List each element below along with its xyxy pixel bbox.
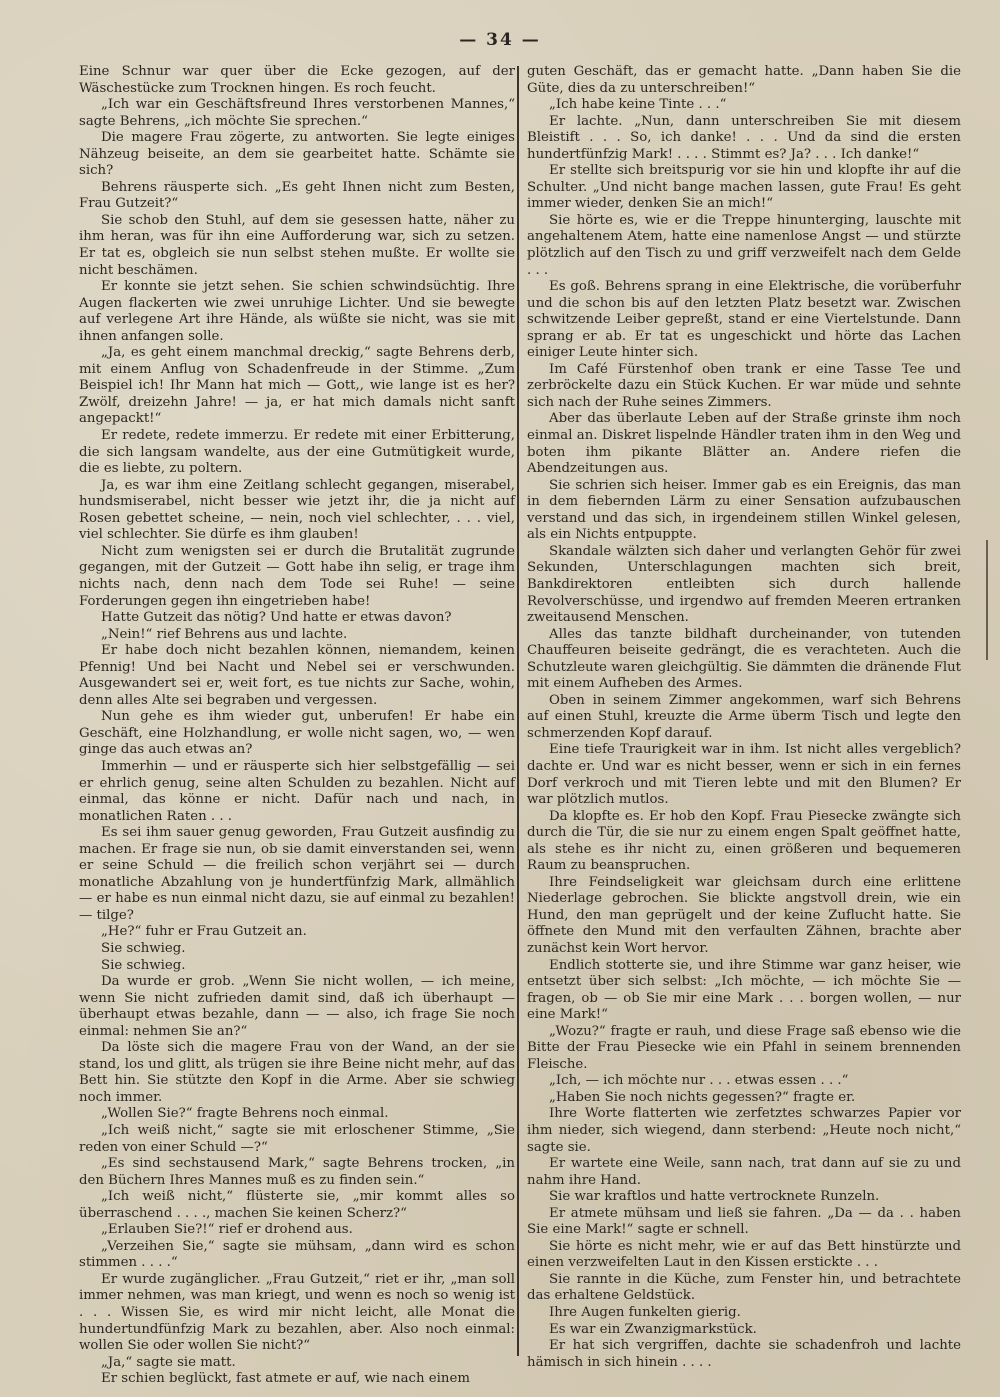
paragraph: Es war ein Zwanzigmarkstück. bbox=[549, 1321, 757, 1337]
paragraph: „Ich weiß nicht,“ flüsterte sie, „mir kommt alles so überraschend . . . ., machen Sie keinen Scherz?“ bbox=[79, 1189, 515, 1221]
paragraph: Er atmete mühsam und ließ sie fahren. „Da — da . . haben Sie eine Mark!“ sagte er schnell. bbox=[527, 1205, 961, 1238]
paragraph: Ja, es war ihm eine Zeitlang schlecht gegangen, miserabel, hundsmiserabel, nicht besser wie jetzt ihr, die ja nicht auf Rosen gebettet scheine, — nein, noch viel schlechter, . . . viel, viel schlechter. Sie dürfe es ihm glauben! bbox=[79, 477, 515, 543]
paragraph: Sie rannte in die Küche, zum Fenster hin, und betrachtete das erhaltene Geldstück. bbox=[527, 1271, 961, 1304]
paragraph: „Ich, — ich möchte nur . . . etwas essen . . .“ bbox=[549, 1073, 849, 1089]
paragraph: Er wurde zugänglicher. „Frau Gutzeit,“ riet er ihr, „man soll immer nehmen, was man kriegt, und wenn es noch so wenig ist . . . Wissen Sie, es wird mir nicht leicht, alle Monat die hundertundfünfzig Mark zu bezahlen, aber. Also noch einmal: wollen Sie oder wollen Sie nicht?“ bbox=[79, 1271, 515, 1354]
paragraph: Immerhin — und er räusperte sich hier selbstgefällig — sei er ehrlich genug, seine alten Schulden zu bezahlen. Nicht auf einmal, das könne er nicht. Dafür nach und nach, in monatlichen Raten . . . bbox=[79, 758, 515, 824]
paragraph: Ihre Feindseligkeit war gleichsam durch eine erlittene Niederlage gebrochen. Sie blickte angstvoll drein, wie ein Hund, den man geprügelt und der keine Zuflucht hatte. Sie öffnete den Mund mit den verfaulten Zähnen, brachte aber zunächst kein Wort hervor. bbox=[527, 874, 961, 956]
paragraph: Er schien beglückt, fast atmete er auf, wie nach einem bbox=[101, 1371, 470, 1387]
edge-mark bbox=[986, 540, 988, 660]
paragraph: Da wurde er grob. „Wenn Sie nicht wollen, — ich meine, wenn Sie nicht zufrieden damit sind, daß ich überhaupt — überhaupt etwas bezahle, dann — — also, ich frage Sie noch einmal: nehmen Sie an?“ bbox=[79, 974, 515, 1039]
paragraph: „Nein!“ rief Behrens aus und lachte. bbox=[101, 626, 348, 642]
paragraph: Nun gehe es ihm wieder gut, unberufen! Er habe ein Geschäft, eine Holzhandlung, er wolle nicht sagen, wo, — wen ginge das auch etwas an? bbox=[79, 709, 515, 758]
paragraph: Sie war kraftlos und hatte vertrocknete Runzeln. bbox=[549, 1189, 880, 1205]
paragraph: „Haben Sie noch nichts gegessen?“ fragte er. bbox=[549, 1089, 856, 1105]
paragraph: Er wartete eine Weile, sann nach, trat dann auf sie zu und nahm ihre Hand. bbox=[527, 1156, 961, 1188]
paragraph: Er stellte sich breitspurig vor sie hin und klopfte ihr auf die Schulter. „Und nicht bange machen lassen, gute Frau! Es geht immer wieder, denken Sie an mich!“ bbox=[527, 163, 961, 212]
right-column bbox=[527, 64, 961, 1374]
paragraph: Die magere Frau zögerte, zu antworten. Sie legte einiges Nähzeug beiseite, an dem sie gearbeitet hatte. Schämte sie sich? bbox=[79, 130, 515, 179]
paragraph: Da klopfte es. Er hob den Kopf. Frau Piesecke zwängte sich durch die Tür, die sie nur zu einem engen Spalt geöffnet hatte, als stehe es ihr nicht zu, einen größeren und bequemeren Raum zu beanspruchen. bbox=[527, 808, 961, 874]
paragraph: Sie hörte es, wie er die Treppe hinunterging, lauschte mit angehaltenem Atem, hatte eine namenlose Angst — und stürzte plötzlich auf den Tisch zu und griff verzweifelt nach dem Gelde . . . bbox=[527, 212, 961, 278]
paragraph: Sie hörte es nicht mehr, wie er auf das Bett hinstürzte und einen verzweifelten Laut in den Kissen erstickte . . . bbox=[527, 1238, 961, 1271]
paragraph: „Ja, es geht einem manchmal dreckig,“ sagte Behrens derb, mit einem Anflug von Schadenfreude in der Stimme. „Zum Beispiel ich! Ihr Mann hat mich — Gott,, wie lange ist es her? Zwölf, dreizehn Jahre! — ja, er hat mich damals nicht sanft angepackt!“ bbox=[79, 345, 515, 427]
paragraph: Im Café Fürstenhof oben trank er eine Tasse Tee und zerbröckelte dazu ein Stück Kuchen. Er war müde und sehnte sich nach der Ruhe seines Zimmers. bbox=[527, 361, 961, 410]
paragraph: „Ich weiß nicht,“ sagte sie mit erloschener Stimme, „Sie reden von einer Schuld —?“ bbox=[79, 1123, 515, 1155]
paragraph: Sie schrien sich heiser. Immer gab es ein Ereignis, das man in dem fiebernden Lärm zu einer Sensation aufzubauschen verstand und das sich, in irgendeinem stillen Winkel gelesen, als ein Nichts entpuppte. bbox=[527, 477, 961, 543]
paragraph: Eine tiefe Traurigkeit war in ihm. Ist nicht alles vergeblich? dachte er. Und war es nicht besser, wenn er sich in ein fernes Dorf verkroch und mit Tieren lebte und mit den Blumen? Er war plötzlich mutlos. bbox=[527, 742, 961, 808]
left-column bbox=[79, 64, 515, 1387]
paragraph: Eine Schnur war quer über die Ecke gezogen, auf der Wäschestücke zum Trocknen hingen. Es roch feucht. bbox=[79, 64, 515, 96]
paragraph: Er lachte. „Nun, dann unterschreiben Sie mit diesem Bleistift . . . So, ich danke! . . . Und da sind die ersten hundertfünfzig Mark! . . . . Stimmt es? Ja? . . . Ich danke!“ bbox=[527, 113, 961, 162]
paragraph: Alles das tanzte bildhaft durcheinander, von tutenden Chauffeuren beiseite gedrängt, die es verachteten. Auch die Schutzleute waren gleichgültig. Sie dämmten die dränende Flut mit einem Aufheben des Armes. bbox=[527, 626, 961, 692]
paragraph: Er hat sich vergriffen, dachte sie schadenfroh und lachte hämisch in sich hinein . . . . bbox=[527, 1338, 961, 1370]
paragraph: Endlich stotterte sie, und ihre Stimme war ganz heiser, wie entsetzt über sich selbst: „Ich möchte, — ich möchte Sie — fragen, ob — ob Sie mir eine Mark . . . borgen wollen, — nur eine Mark!“ bbox=[527, 957, 961, 1023]
page-number: — 34 — bbox=[459, 30, 541, 50]
paragraph: „Ich habe keine Tinte . . .“ bbox=[549, 97, 727, 113]
paragraph: Nicht zum wenigsten sei er durch die Brutalität zugrunde gegangen, mit der Gutzeit — Gott habe ihn selig, er trage ihm nichts nach, denn nach dem Tode sei Ruhe! — seine Forderungen gegen ihn eingetrieben habe! bbox=[79, 543, 515, 609]
paragraph: Sie schwieg. bbox=[101, 940, 186, 956]
paragraph: Ihre Augen funkelten gierig. bbox=[549, 1305, 741, 1321]
paragraph: Da löste sich die magere Frau von der Wand, an der sie stand, los und glitt, als trügen sie ihre Beine nicht mehr, auf das Bett hin. Sie stützte den Kopf in die Arme. Aber sie schwieg noch immer. bbox=[79, 1040, 515, 1105]
column-divider bbox=[517, 66, 519, 1356]
paragraph: Er redete, redete immerzu. Er redete mit einer Erbitterung, die sich langsam wandelte, aus der eine Gutmütigkeit wurde, die es liebte, zu poltern. bbox=[79, 428, 515, 477]
paragraph: guten Geschäft, das er gemacht hatte. „Dann haben Sie die Güte, dies da zu unterschreiben!“ bbox=[527, 64, 961, 96]
paragraph: Aber das überlaute Leben auf der Straße grinste ihm noch einmal an. Diskret lispelnde Händler traten ihm in den Weg und boten ihm pikante Blätter an. Andere riefen die Abendzeitungen aus. bbox=[527, 411, 961, 477]
paragraph: „Erlauben Sie?!“ rief er drohend aus. bbox=[101, 1222, 353, 1238]
paragraph: „Wollen Sie?“ fragte Behrens noch einmal. bbox=[101, 1106, 389, 1122]
paragraph: Es goß. Behrens sprang in eine Elektrische, die vorüberfuhr und die schon bis auf den letzten Platz besetzt war. Zwischen schwitzende Leiber gepreßt, stand er eine Viertelstunde. Dann sprang er ab. Er tat es ungeschickt und hörte das Lachen einiger Leute hinter sich. bbox=[527, 279, 961, 361]
paragraph: Er konnte sie jetzt sehen. Sie schien schwindsüchtig. Ihre Augen flackerten wie zwei unruhige Lichter. Und sie bewegte auf verlegene Art ihre Hände, als wüßte sie nicht, was sie mit ihnen anfangen solle. bbox=[79, 279, 515, 344]
paragraph: Skandale wälzten sich daher und verlangten Gehör für zwei Sekunden, Unterschlagungen machten sich breit, Bankdirektoren entleibten sich durch hallende Revolverschüsse, und irgendwo auf fremden Meeren ertranken zweitausend Menschen. bbox=[527, 543, 961, 626]
paragraph: Behrens räusperte sich. „Es geht Ihnen nicht zum Besten, Frau Gutzeit?“ bbox=[79, 179, 515, 212]
paragraph: Oben in seinem Zimmer angekommen, warf sich Behrens auf einen Stuhl, kreuzte die Arme überm Tisch und legte den schmerzenden Kopf darauf. bbox=[527, 692, 961, 741]
paragraph: Ihre Worte flatterten wie zerfetztes schwarzes Papier vor ihm nieder, sich wiegend, dann sterbend: „Heute noch nicht,“ sagte sie. bbox=[527, 1106, 961, 1155]
paragraph: „He?“ fuhr er Frau Gutzeit an. bbox=[101, 924, 307, 940]
paragraph: Er habe doch nicht bezahlen können, niemandem, keinen Pfennig! Und bei Nacht und Nebel sei er verschwunden. Ausgewandert sei er, weit fort, es tue nichts zur Sache, wohin, denn alles Alte sei begraben und vergessen. bbox=[79, 643, 515, 708]
paragraph: Sie schwieg. bbox=[101, 957, 186, 973]
paragraph: Sie schob den Stuhl, auf dem sie gesessen hatte, näher zu ihm heran, was für ihn eine Aufforderung war, sich zu setzen. Er tat es, obgleich sie nun selbst stehen mußte. Er wollte sie nicht beschämen. bbox=[79, 212, 515, 278]
paragraph: Es sei ihm sauer genug geworden, Frau Gutzeit ausfindig zu machen. Er frage sie nun, ob sie damit einverstanden sei, wenn er seine Schuld — die freilich schon verjährt sei — durch monatliche Abzahlung von je hundertfünfzig Mark, allmählich — er habe es nun einmal nicht dazu, sie auf einmal zu bezahlen! — tilge? bbox=[79, 825, 515, 923]
paragraph: Hatte Gutzeit das nötig? Und hatte er etwas davon? bbox=[101, 610, 452, 626]
paragraph: „Ich war ein Geschäftsfreund Ihres verstorbenen Mannes,“ sagte Behrens, „ich möchte Sie sprechen.“ bbox=[79, 97, 515, 129]
paragraph: „Es sind sechstausend Mark,“ sagte Behrens trocken, „in den Büchern Ihres Mannes muß es zu finden sein.“ bbox=[79, 1156, 515, 1188]
paragraph: „Ja,“ sagte sie matt. bbox=[101, 1354, 236, 1370]
paragraph: „Wozu?“ fragte er rauh, und diese Frage saß ebenso wie die Bitte der Frau Piesecke wie ein Pfahl in seinem brennenden Fleische. bbox=[527, 1023, 961, 1072]
paragraph: „Verzeihen Sie,“ sagte sie mühsam, „dann wird es schon stimmen . . . .“ bbox=[79, 1238, 515, 1271]
